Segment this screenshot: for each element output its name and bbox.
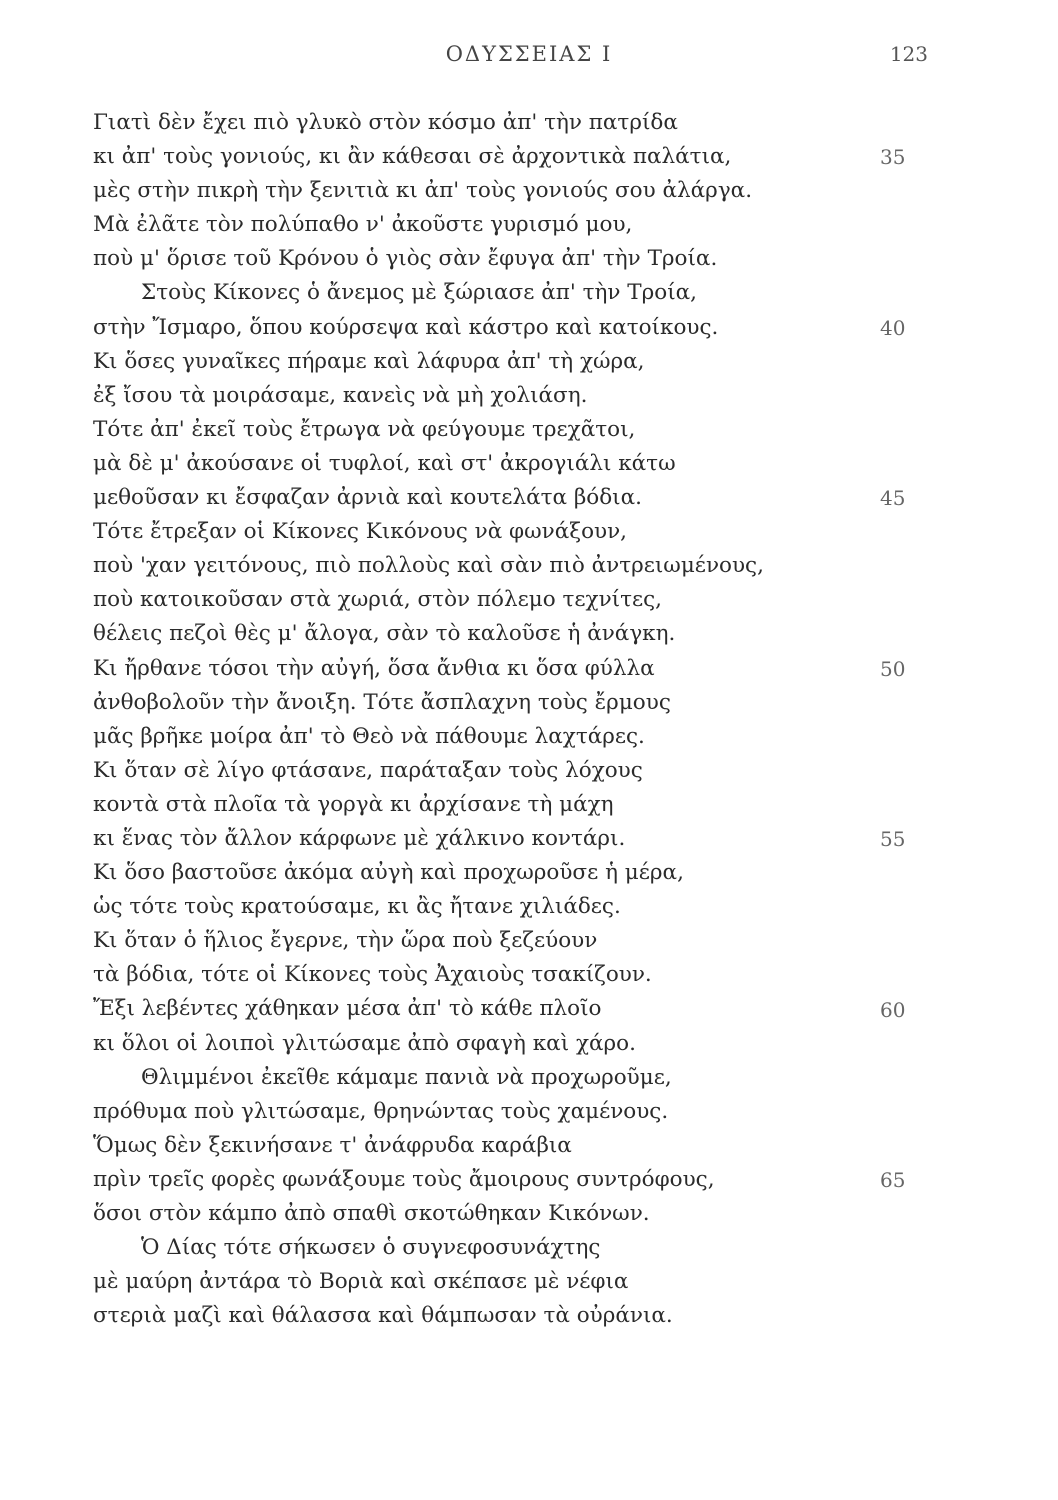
verse-line: ἀνθοβολοῦν τὴν ἄνοιξη. Τότε ἄσπλαχνη τοὺς ἔρμους — [93, 689, 671, 715]
line-number: 40 — [880, 315, 906, 340]
verse-line: κι ἕνας τὸν ἄλλον κάρφωνε μὲ χάλκινο κοντάρι. — [93, 825, 626, 851]
verse-line: Θλιμμένοι ἐκεῖθε κάμαμε πανιὰ νὰ προχωροῦμε, — [141, 1064, 672, 1090]
verse-line: ποὺ κατοικοῦσαν στὰ χωριά, στὸν πόλεμο τεχνίτες, — [93, 587, 662, 613]
verse-line: στὴν Ἴσμαρο, ὅπου κούρσεψα καὶ κάστρο καὶ κατοίκους. — [93, 314, 719, 340]
verse-line: Κι ὅταν σὲ λίγο φτάσανε, παράταξαν τοὺς λόχους — [93, 757, 643, 783]
verse-block — [93, 106, 813, 1333]
line-number: 50 — [880, 656, 906, 681]
verse-line: Ἔξι λεβέντες χάθηκαν μέσα ἀπ' τὸ κάθε πλοῖο — [93, 996, 602, 1022]
line-number: 65 — [880, 1168, 906, 1193]
verse-line: Τότε ἀπ' ἐκεῖ τοὺς ἔτρωγα νὰ φεύγουμε τρεχᾶτοι, — [93, 416, 636, 442]
page-number: 123 — [889, 42, 928, 66]
verse-line: Στοὺς Κίκονες ὁ ἄνεμος μὲ ξώριασε ἀπ' τὴν Τροία, — [141, 280, 697, 306]
verse-line: ποὺ 'χαν γειτόνους, πιὸ πολλοὺς καὶ σὰν πιὸ ἀντρειωμένους, — [93, 553, 764, 579]
verse-line: πρὶν τρεῖς φορὲς φωνάξουμε τοὺς ἄμοιρους συντρόφους, — [93, 1166, 715, 1192]
verse-line: μᾶς βρῆκε μοίρα ἀπ' τὸ Θεὸ νὰ πάθουμε λαχτάρες. — [93, 723, 645, 749]
verse-line: κοντὰ στὰ πλοῖα τὰ γοργὰ κι ἀρχίσανε τὴ μάχη — [93, 791, 614, 817]
running-title: ΟΔΥΣΣΕΙΑΣ Ι — [445, 42, 613, 66]
verse-line: τὰ βόδια, τότε οἱ Κίκονες τοὺς Ἀχαιοὺς τσακίζουν. — [93, 962, 652, 988]
verse-line: θέλεις πεζοὶ θὲς μ' ἄλογα, σὰν τὸ καλοῦσε ἡ ἀνάγκη. — [93, 621, 676, 647]
verse-line: Γιατὶ δὲν ἔχει πιὸ γλυκὸ στὸν κόσμο ἀπ' τὴν πατρίδα — [93, 110, 678, 135]
verse-line: Κι ἤρθανε τόσοι τὴν αὐγή, ὅσα ἄνθια κι ὅσα φύλλα — [93, 655, 655, 681]
verse-line: Κι ὅσες γυναῖκες πήραμε καὶ λάφυρα ἀπ' τὴ χώρα, — [93, 348, 645, 374]
verse-line: μεθοῦσαν κι ἔσφαζαν ἀρνιὰ καὶ κουτελάτα βόδια. — [93, 485, 642, 511]
verse-line: Ὅμως δὲν ξεκινήσανε τ' ἀνάφρυδα καράβια — [93, 1132, 572, 1158]
verse-line: κι ἀπ' τοὺς γονιούς, κι ἂν κάθεσαι σὲ ἀρχοντικὰ παλάτια, — [93, 144, 732, 170]
verse-line: ὅσοι στὸν κάμπο ἀπὸ σπαθὶ σκοτώθηκαν Κικόνων. — [93, 1201, 650, 1226]
line-number: 55 — [880, 827, 906, 852]
line-number: 60 — [880, 997, 906, 1022]
verse-line: Ὁ Δίας τότε σήκωσεν ὁ συγνεφοσυνάχτης — [141, 1235, 601, 1261]
verse-line: μὲ μαύρη ἀντάρα τὸ Βοριὰ καὶ σκέπασε μὲ νέφια — [93, 1269, 629, 1295]
verse-line: Μὰ ἐλᾶτε τὸν πολύπαθο ν' ἀκοῦστε γυρισμό μου, — [93, 212, 633, 238]
line-number: 45 — [880, 486, 906, 511]
verse-line: μὲς στὴν πικρὴ τὴν ξενιτιὰ κι ἀπ' τοὺς γονιούς σου ἀλάργα. — [93, 178, 753, 204]
line-number: 35 — [880, 145, 906, 170]
verse-line: πρόθυμα ποὺ γλιτώσαμε, θρηνώντας τοὺς χαμένους. — [93, 1098, 669, 1124]
verse-line: Κι ὅσο βαστοῦσε ἀκόμα αὐγὴ καὶ προχωροῦσε ἡ μέρα, — [93, 860, 684, 886]
verse-line: Τότε ἔτρεξαν οἱ Κίκονες Κικόνους νὰ φωνάξουν, — [93, 519, 627, 545]
verse-line: ποὺ μ' ὅρισε τοῦ Κρόνου ὁ γιὸς σὰν ἔφυγα ἀπ' τὴν Τροία. — [93, 246, 718, 272]
verse-line: μὰ δὲ μ' ἀκούσανε οἱ τυφλοί, καὶ στ' ἀκρογιάλι κάτω — [93, 450, 676, 476]
verse-line: κι ὅλοι οἱ λοιποὶ γλιτώσαμε ἀπὸ σφαγὴ καὶ χάρο. — [93, 1030, 636, 1056]
verse-line: Κι ὅταν ὁ ἥλιος ἔγερνε, τὴν ὥρα ποὺ ξεζεύουν — [93, 928, 598, 954]
verse-line: ὡς τότε τοὺς κρατούσαμε, κι ἂς ἤτανε χιλιάδες. — [93, 894, 621, 920]
verse-line: στεριὰ μαζὶ καὶ θάλασσα καὶ θάμπωσαν τὰ οὐράνια. — [93, 1303, 673, 1329]
verse-line: ἐξ ἴσου τὰ μοιράσαμε, κανεὶς νὰ μὴ χολιάση. — [93, 382, 588, 408]
